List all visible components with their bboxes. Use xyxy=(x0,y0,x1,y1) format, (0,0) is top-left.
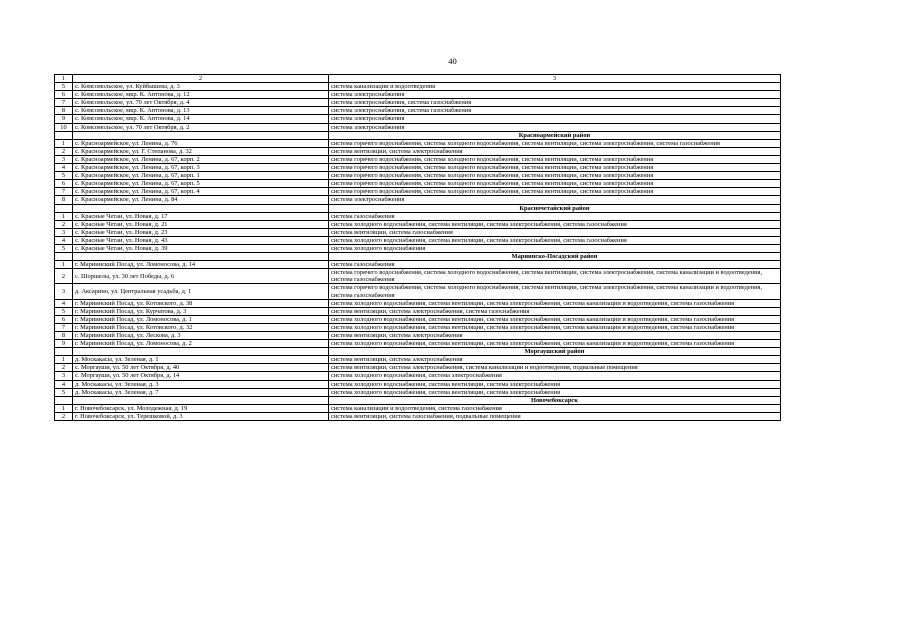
row-systems: система канализации и водоотведения xyxy=(329,83,781,91)
row-address: г. Мариинский Посад, ул. Курчатова, д. 3 xyxy=(73,307,329,315)
row-address: с. Красноармейское, ул. Г. Степанова, д. 32 xyxy=(73,147,329,155)
table-body xyxy=(55,75,781,421)
row-number: 7 xyxy=(55,188,73,196)
row-address: д. Аксарино, ул. Центральная усадьба, д. 1 xyxy=(73,284,329,299)
row-systems: система электроснабжения xyxy=(329,196,781,204)
header-cell-2: 2 xyxy=(73,75,329,83)
row-number: 4 xyxy=(55,299,73,307)
row-address: г. Мариинский Посад, ул. Котовского, д. 32 xyxy=(73,323,329,331)
table-row xyxy=(55,372,781,380)
section-title: Мариинско-Посадский район xyxy=(329,253,781,261)
row-systems: система горячего водоснабжения, система холодного водоснабжения, система вентиляции, система электроснабжения xyxy=(329,164,781,172)
row-number: 9 xyxy=(55,115,73,123)
row-number: 5 xyxy=(55,172,73,180)
section-title: Моргаушский район xyxy=(329,348,781,356)
row-address: д. Москакасы, ул. Зеленая, д. 7 xyxy=(73,388,329,396)
row-systems: система электроснабжения, система газоснабжения xyxy=(329,107,781,115)
section-header-row xyxy=(55,348,781,356)
row-systems: система горячего водоснабжения, система холодного водоснабжения, система вентиляции, система электроснабжения xyxy=(329,155,781,163)
table-row xyxy=(55,99,781,107)
table-row xyxy=(55,83,781,91)
row-systems: система вентиляции, система электроснабжения, система канализации и водоотведения, подвальные помещения xyxy=(329,364,781,372)
section-blank-cell xyxy=(73,253,329,261)
row-address: г. Мариинский Посад, ул. Котовского, д. 38 xyxy=(73,299,329,307)
row-number: 7 xyxy=(55,323,73,331)
section-header-row xyxy=(55,396,781,404)
table-row xyxy=(55,212,781,220)
row-number: 6 xyxy=(55,180,73,188)
page-number: 40 xyxy=(448,56,457,66)
section-blank-cell xyxy=(55,131,73,139)
row-number: 1 xyxy=(55,404,73,412)
row-systems: система холодного водоснабжения, система вентиляции, система электроснабжения, система газоснабжения xyxy=(329,220,781,228)
row-address: с. Шоршелы, ул. 30 лет Победы, д. 6 xyxy=(73,269,329,284)
section-blank-cell xyxy=(55,396,73,404)
row-number: 3 xyxy=(55,155,73,163)
table-row xyxy=(55,220,781,228)
row-address: с. Красноармейское, ул. Ленина, д. 67, корп. 1 xyxy=(73,172,329,180)
row-systems: система электроснабжения xyxy=(329,91,781,99)
row-address: с. Красноармейское, ул. Ленина, д. 67, корп. 4 xyxy=(73,188,329,196)
row-number: 5 xyxy=(55,83,73,91)
table-row xyxy=(55,315,781,323)
row-number: 9 xyxy=(55,340,73,348)
section-title: Красночетайский район xyxy=(329,204,781,212)
row-systems: система канализации и водоотведения, система газоснабжения xyxy=(329,404,781,412)
row-address: с. Красноармейское, ул. Ленина, д. 67, корп. 5 xyxy=(73,180,329,188)
table-row xyxy=(55,123,781,131)
row-number: 8 xyxy=(55,196,73,204)
row-number: 3 xyxy=(55,372,73,380)
row-address: с. Комсомольское, ул. 70 лет Октября, д. 2 xyxy=(73,123,329,131)
section-blank-cell xyxy=(55,348,73,356)
row-address: с. Моргауши, ул. 50 лет Октября, д. 40 xyxy=(73,364,329,372)
row-address: г. Мариинский Посад, ул. Лескова, д. 3 xyxy=(73,332,329,340)
row-number: 8 xyxy=(55,107,73,115)
row-systems: система холодного водоснабжения, система электроснабжения xyxy=(329,372,781,380)
row-address: с. Красные Четаи, ул. Новая, д. 23 xyxy=(73,228,329,236)
header-cell-3: 3 xyxy=(329,75,781,83)
table-row xyxy=(55,284,781,299)
table-row xyxy=(55,261,781,269)
section-header-row xyxy=(55,253,781,261)
table-row xyxy=(55,236,781,244)
row-number: 7 xyxy=(55,99,73,107)
row-number: 2 xyxy=(55,220,73,228)
table-header-row xyxy=(55,75,781,83)
section-title: Красноармейский район xyxy=(329,131,781,139)
row-address: с. Красные Четаи, ул. Новая, д. 21 xyxy=(73,220,329,228)
row-number: 1 xyxy=(55,261,73,269)
row-number: 10 xyxy=(55,123,73,131)
table-row xyxy=(55,196,781,204)
row-number: 4 xyxy=(55,380,73,388)
row-systems: система горячего водоснабжения, система холодного водоснабжения, система вентиляции, система электроснабжения xyxy=(329,180,781,188)
row-systems: система горячего водоснабжения, система холодного водоснабжения, система вентиляции, система электроснабжения, система канализации и водоотведения, система газоснабжения xyxy=(329,269,781,284)
section-blank-cell xyxy=(73,348,329,356)
row-address: с. Красноармейское, ул. Ленина, д. 67, корп. 3 xyxy=(73,164,329,172)
table-row xyxy=(55,164,781,172)
row-address: с. Комсомольское, ул. 70 лет Октября, д. 4 xyxy=(73,99,329,107)
row-number: 2 xyxy=(55,147,73,155)
row-number: 3 xyxy=(55,284,73,299)
systems-table xyxy=(54,74,781,421)
row-systems: система холодного водоснабжения, система вентиляции, система электроснабжения, система канализации и водоотведения, система газоснабжения xyxy=(329,323,781,331)
row-address: г. Мариинский Посад, ул. Ломоносова, д. 1 xyxy=(73,315,329,323)
section-title: Новочебоксарск xyxy=(329,396,781,404)
table-row xyxy=(55,323,781,331)
table-row xyxy=(55,244,781,252)
row-number: 2 xyxy=(55,364,73,372)
row-systems: система холодного водоснабжения, система вентиляции, система электроснабжения xyxy=(329,380,781,388)
row-number: 6 xyxy=(55,91,73,99)
table-row xyxy=(55,412,781,420)
table-row xyxy=(55,155,781,163)
row-address: г. Новочебоксарск, ул. Молодежная, д. 19 xyxy=(73,404,329,412)
row-address: д. Москакасы, ул. Зеленая, д. 3 xyxy=(73,380,329,388)
table-row xyxy=(55,188,781,196)
table-row xyxy=(55,228,781,236)
row-number: 6 xyxy=(55,315,73,323)
row-systems: система холодного водоснабжения, система вентиляции, система электроснабжения, система канализации и водоотведения, система газоснабжения xyxy=(329,340,781,348)
table-row xyxy=(55,404,781,412)
row-address: с. Моргауши, ул. 50 лет Октября, д. 14 xyxy=(73,372,329,380)
row-number: 5 xyxy=(55,244,73,252)
section-blank-cell xyxy=(55,253,73,261)
row-address: с. Красноармейское, ул. Ленина, д. 84 xyxy=(73,196,329,204)
row-address: д. Москакасы, ул. Зеленая, д. 1 xyxy=(73,356,329,364)
row-address: г. Новочебоксарск, ул. Терешковой, д. 3 xyxy=(73,412,329,420)
row-systems: система электроснабжения xyxy=(329,123,781,131)
row-address: с. Комсомольское, мкр. К. Антонова, д. 14 xyxy=(73,115,329,123)
table-row xyxy=(55,269,781,284)
row-number: 1 xyxy=(55,356,73,364)
row-address: с. Комсомольское, мкр. К. Антонова, д. 12 xyxy=(73,91,329,99)
row-number: 2 xyxy=(55,412,73,420)
row-number: 8 xyxy=(55,332,73,340)
section-blank-cell xyxy=(73,396,329,404)
row-systems: система горячего водоснабжения, система холодного водоснабжения, система вентиляции, система электроснабжения, система канализации и водоотведения, система газоснабжения xyxy=(329,284,781,299)
row-number: 4 xyxy=(55,236,73,244)
table-row xyxy=(55,91,781,99)
row-number: 2 xyxy=(55,269,73,284)
table-row xyxy=(55,107,781,115)
table-row xyxy=(55,115,781,123)
table-row xyxy=(55,380,781,388)
row-systems: система вентиляции, система электроснабжения, система газоснабжения xyxy=(329,307,781,315)
row-systems: система горячего водоснабжения, система холодного водоснабжения, система вентиляции, система электроснабжения xyxy=(329,188,781,196)
row-systems: система вентиляции, система электроснабжения xyxy=(329,332,781,340)
table-row xyxy=(55,172,781,180)
row-systems: система вентиляции, система газоснабжения, подвальные помещения xyxy=(329,412,781,420)
row-address: с. Красные Четаи, ул. Новая, д. 17 xyxy=(73,212,329,220)
row-systems: система горячего водоснабжения, система холодного водоснабжения, система вентиляции, система электроснабжения, система газоснабжения xyxy=(329,139,781,147)
row-systems: система электроснабжения xyxy=(329,115,781,123)
row-address: с. Комсомольское, мкр. К. Антонова, д. 13 xyxy=(73,107,329,115)
header-cell-1: 1 xyxy=(55,75,73,83)
row-number: 5 xyxy=(55,307,73,315)
section-blank-cell xyxy=(73,204,329,212)
table-row xyxy=(55,147,781,155)
row-systems: система холодного водоснабжения, система вентиляции, система электроснабжения, система канализации и водоотведения, система газоснабжения xyxy=(329,315,781,323)
row-systems: система электроснабжения, система газоснабжения xyxy=(329,99,781,107)
row-systems: система газоснабжения xyxy=(329,261,781,269)
row-systems: система вентиляции, система электроснабжения xyxy=(329,356,781,364)
row-systems: система горячего водоснабжения, система холодного водоснабжения, система вентиляции, система электроснабжения xyxy=(329,172,781,180)
table-row xyxy=(55,388,781,396)
row-address: с. Красноармейское, ул. Ленина, д. 76 xyxy=(73,139,329,147)
table-row xyxy=(55,139,781,147)
row-address: г. Мариинский Посад, ул. Ломоносова, д. 14 xyxy=(73,261,329,269)
row-number: 1 xyxy=(55,212,73,220)
row-address: с. Красные Четаи, ул. Новая, д. 43 xyxy=(73,236,329,244)
row-number: 5 xyxy=(55,388,73,396)
row-address: г. Мариинский Посад, ул. Ломоносова, д. 2 xyxy=(73,340,329,348)
table-row xyxy=(55,299,781,307)
section-blank-cell xyxy=(55,204,73,212)
row-number: 1 xyxy=(55,139,73,147)
row-systems: система холодного водоснабжения, система вентиляции, система электроснабжения xyxy=(329,388,781,396)
table-row xyxy=(55,356,781,364)
row-address: с. Красные Четаи, ул. Новая, д. 39 xyxy=(73,244,329,252)
row-address: с. Красноармейское, ул. Ленина, д. 67, корп. 2 xyxy=(73,155,329,163)
row-address: с. Комсомольское, ул. Куйбышева, д. 3 xyxy=(73,83,329,91)
row-systems: система газоснабжения xyxy=(329,212,781,220)
table-row xyxy=(55,180,781,188)
table-row xyxy=(55,340,781,348)
row-systems: система холодного водоснабжения, система вентиляции, система электроснабжения, система газоснабжения xyxy=(329,236,781,244)
table-row xyxy=(55,364,781,372)
row-systems: система вентиляции, система газоснабжения xyxy=(329,228,781,236)
section-blank-cell xyxy=(73,131,329,139)
row-systems: система холодного водоснабжения xyxy=(329,244,781,252)
row-systems: система вентиляции, система электроснабжения xyxy=(329,147,781,155)
section-header-row xyxy=(55,131,781,139)
table-row xyxy=(55,332,781,340)
row-number: 4 xyxy=(55,164,73,172)
table-row xyxy=(55,307,781,315)
section-header-row xyxy=(55,204,781,212)
row-number: 3 xyxy=(55,228,73,236)
row-systems: система холодного водоснабжения, система вентиляции, система электроснабжения, система канализации и водоотведения, система газоснабжения xyxy=(329,299,781,307)
